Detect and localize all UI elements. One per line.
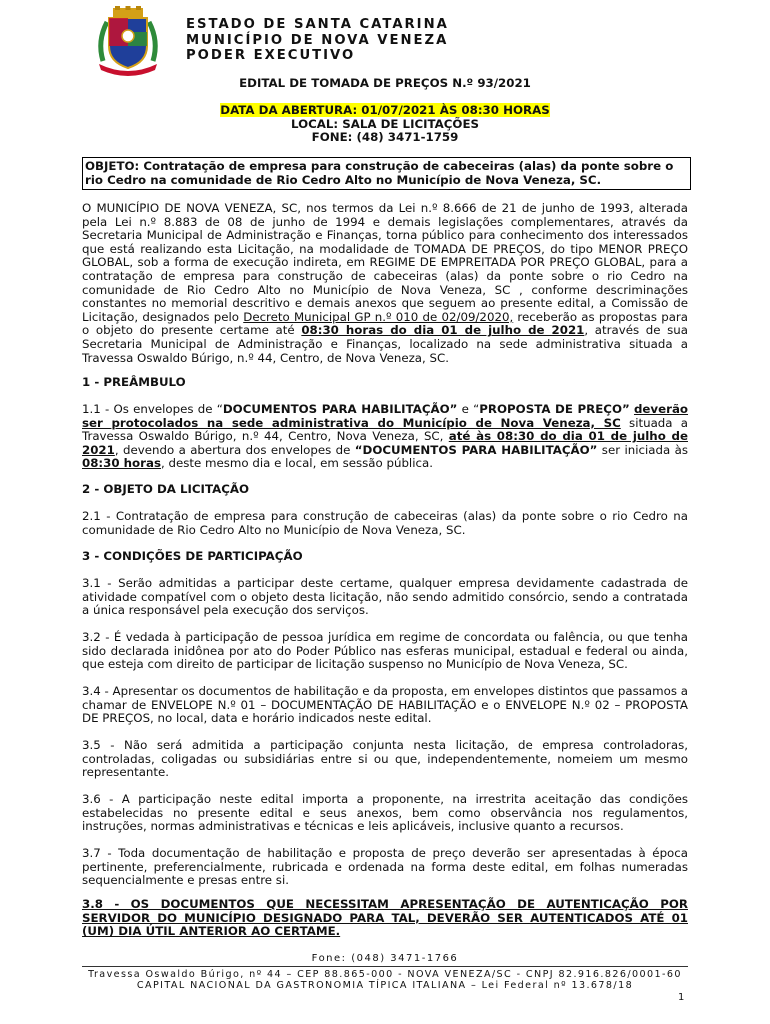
s11-bold-proposta: PROPOSTA DE PREÇO” <box>479 402 630 416</box>
section-3-1: 3.1 - Serão admitidas a participar deste certame, qualquer empresa devidamente cadastrada de atividade compatível com o objeto desta licitação, não sendo admitido consórcio, sendo a contratada a única responsável pela execução dos serviços. <box>82 576 688 618</box>
footer-divider <box>82 966 688 967</box>
footer-capital: CAPITAL NACIONAL DA GASTRONOMIA TÍPICA ITALIANA – Lei Federal nº 13.678/18 <box>136 980 634 991</box>
opening-date-text: DATA DA ABERTURA: 01/07/2021 ÀS 08:30 HORAS <box>220 103 550 117</box>
phone: FONE: (48) 3471-1759 <box>311 130 459 144</box>
edital-title: EDITAL DE TOMADA DE PREÇOS N.º 93/2021 <box>239 76 531 90</box>
footer-address: Travessa Oswaldo Búrigo, nº 44 – CEP 88.865-000 - NOVA VENEZA/SC - CNPJ 82.916.826/0001-60 <box>88 969 682 980</box>
intro-paragraph <box>82 202 688 365</box>
section-1-1 <box>82 403 688 471</box>
s11-text-e: , devendo a abertura dos envelopes de <box>114 442 355 457</box>
section-3-5: 3.5 - Não será admitida a participação conjunta nesta licitação, de empresa controladoras, controladas, coligadas ou subsidiárias entre si ou que, independentemente, nomeiem um mesmo representante. <box>82 738 688 780</box>
objeto-box: OBJETO: Contratação de empresa para construção de cabeceiras (alas) da ponte sobre o rio Cedro na comunidade de Rio Cedro Alto no Município de Nova Veneza, SC. <box>82 157 691 190</box>
deadline: 08:30 horas do dia 01 de julho de 2021 <box>301 323 585 338</box>
s11-protocol: deverão ser protocolados na sede administrativa do Município de Nova Veneza, SC <box>82 402 689 430</box>
section-3-6: 3.6 - A participação neste edital importa a proponente, na irrestrita aceitação das condições estabelecidas no presente edital e seus anexos, bem como observância nos regulamentos, instruções, normas administrativas e técnicas e leis aplicáveis, inclusive quanto a recursos. <box>82 792 688 834</box>
intro-text-2: receberão as propostas para o objeto do presente certame até <box>82 309 689 338</box>
section-2-heading: 2 - OBJETO DA LICITAÇÃO <box>82 482 250 496</box>
header-branch: PODER EXECUTIVO <box>186 48 356 63</box>
section-1-heading: 1 - PREÂMBULO <box>82 375 186 389</box>
s11-bold-habilitacao: “DOCUMENTOS PARA HABILITAÇÃO” <box>354 442 598 457</box>
intro-text-1: O MUNICÍPIO DE NOVA VENEZA, SC, nos termos da Lei n.º 8.666 de 21 de junho de 1993, alterada pela Lei n.º 8.883 de 08 de junho de 1994 e demais legislações complementares, através da Secretaria Municipal de Administração e Finanças, torna público para conhecimento dos interessados que está realizando esta Licitação, na modalidade de TOMADA DE PREÇOS, do tipo MENOR PREÇO GLOBAL, sob a forma de execução indireta, em REGIME DE EMPREITADA POR PREÇO GLOBAL, para a contratação de empresa para construção de cabeceiras (alas) da ponte sobre o rio Cedro na comunidade de Rio Cedro Alto no Município de Nova Veneza, SC , conforme descriminações constantes no memorial descritivo e demais anexos que seguem ao presente edital, a Comissão de Licitação, designados pelo <box>82 201 688 324</box>
location: LOCAL: SALA DE LICITAÇÕES <box>290 117 480 131</box>
section-3-4: 3.4 - Apresentar os documentos de habilitação e da proposta, em envelopes distintos que passamos a chamar de ENVELOPE N.º 01 – DOCUMENTAÇÃO DE HABILITAÇÃO e o ENVELOPE N.º 02 – PROPOSTA DE PREÇOS, no local, data e horário indicados neste edital. <box>82 684 688 726</box>
header-state: ESTADO DE SANTA CATARINA <box>186 17 449 32</box>
decree-reference: Decreto Municipal GP n.º 010 de 02/09/2020, <box>243 309 514 324</box>
s11-text-d: situada a Travessa Oswaldo Búrigo, n.º 44, Centro, Nova Veneza, SC, <box>82 415 689 444</box>
municipal-coat-of-arms <box>93 6 163 76</box>
s11-text-a: 1.1 - Os envelopes de “ <box>82 402 223 416</box>
section-3-7: 3.7 - Toda documentação de habilitação e proposta de preço deverão ser apresentadas à época pertinente, preferencialmente, rubricada e ordenada na forma deste edital, em folhas numeradas sequencialmente e presas entre si. <box>82 846 688 888</box>
footer-phone: Fone: (048) 3471-1766 <box>311 953 459 964</box>
s11-date: até às 08:30 do dia 01 de julho de 2021 <box>82 429 688 457</box>
opening-date <box>0 104 770 118</box>
s11-text-f: ser iniciada às <box>597 442 688 457</box>
s11-bold-docs: DOCUMENTOS PARA HABILITAÇÃO” <box>222 402 458 416</box>
s11-time: 08:30 horas <box>82 456 161 471</box>
page-number: 1 <box>678 992 685 1003</box>
intro-text-3: , através de sua Secretaria Municipal de Administração e Finanças, localizado na sede administrativa situada a Travessa Oswaldo Búrigo, n.º 44, Centro, de Nova Veneza, SC. <box>82 323 688 365</box>
government-header <box>186 17 449 64</box>
s11-text-b: e “ <box>457 402 480 416</box>
section-3-2: 3.2 - É vedada à participação de pessoa jurídica em regime de concordata ou falência, ou que tenha sido declarada inidônea por ato do Poder Público nas esferas municipal, estadual e federal ou ainda, que esteja com direito de participar de licitação suspenso no Município de Nova Veneza, SC. <box>82 630 688 672</box>
section-2-1: 2.1 - Contratação de empresa para construção de cabeceiras (alas) da ponte sobre o rio Cedro na comunidade de Rio Cedro Alto no Município de Nova Veneza, SC. <box>82 509 688 537</box>
section-3-heading: 3 - CONDIÇÕES DE PARTICIPAÇÃO <box>82 549 303 563</box>
s11-text-g: , deste mesmo dia e local, em sessão pública. <box>160 456 433 471</box>
section-3-8: 3.8 - OS DOCUMENTOS QUE NECESSITAM APRESENTAÇÃO DE AUTENTICAÇÃO POR SERVIDOR DO MUNICÍPIO DESIGNADO PARA TAL, DEVERÃO SER AUTENTICADOS ATÉ 01 (UM) DIA ÚTIL ANTERIOR AO CERTAME. <box>82 897 688 939</box>
header-municipality: MUNICÍPIO DE NOVA VENEZA <box>186 32 449 48</box>
